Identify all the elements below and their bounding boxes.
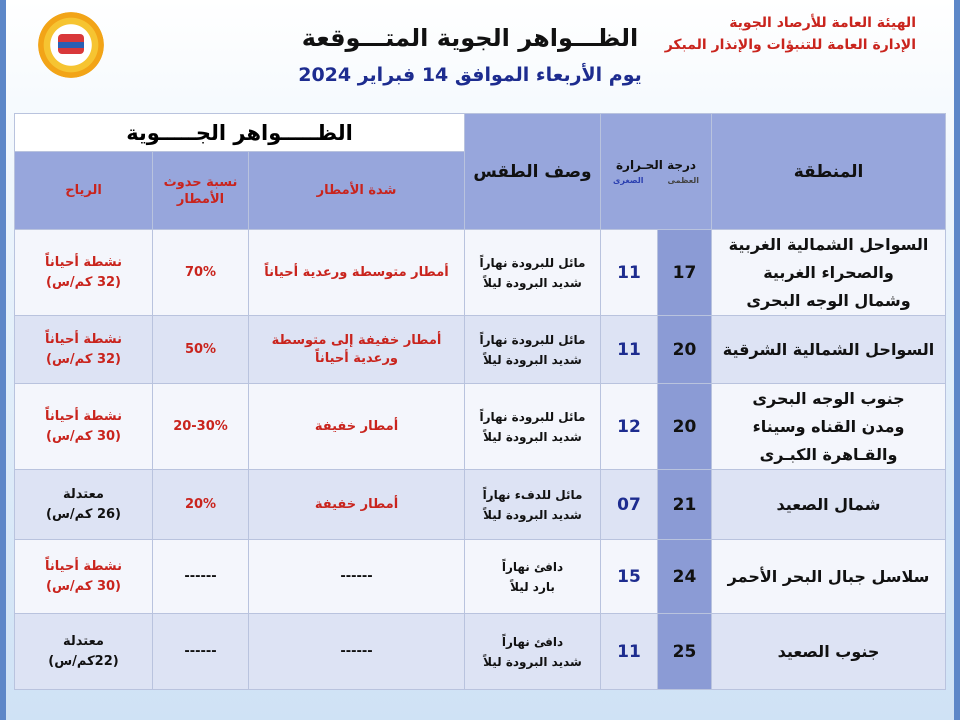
intensity-line: ------	[340, 643, 373, 659]
table-row	[15, 230, 946, 316]
intensity-cell	[249, 230, 465, 316]
wind-cell	[15, 470, 153, 540]
region-line: السواحل الشمالية الشرقية	[722, 339, 935, 359]
wind-line: معتدلة	[63, 486, 104, 502]
region-cell	[712, 316, 946, 384]
intensity-line: ------	[340, 568, 373, 584]
table-row	[15, 470, 946, 540]
weather-line: مائل للبرودة نهاراً	[479, 255, 586, 270]
organization-line-1: الهيئة العامة للأرصاد الجوية	[729, 15, 916, 31]
region-cell	[712, 230, 946, 316]
region-line: والقـاهرة الكبـرى	[759, 444, 898, 464]
temp-max-cell: 20	[658, 384, 712, 470]
wind-cell	[15, 614, 153, 690]
wind-line: نشطة أحياناً	[45, 558, 122, 574]
weather-line: بارد ليلاً	[510, 579, 555, 594]
weather-line: شديد البرودة ليلاً	[483, 352, 582, 367]
intensity-line: ورعدية أحياناً	[314, 350, 399, 366]
weather-cell	[465, 470, 601, 540]
header-wind: الرياح	[15, 152, 153, 230]
wind-line: (22كم/س)	[48, 653, 119, 669]
temp-min-cell: 12	[601, 384, 658, 470]
probability-cell: 50%	[153, 316, 249, 384]
header-temp-max: العظمى	[667, 176, 700, 185]
header-region: المنطقة	[712, 114, 946, 230]
region-cell	[712, 614, 946, 690]
region-line: وشمال الوجه البحرى	[746, 290, 911, 310]
intensity-cell	[249, 384, 465, 470]
probability-cell: 20-30%	[153, 384, 249, 470]
weather-line: مائل للبرودة نهاراً	[479, 409, 586, 424]
intensity-cell	[249, 540, 465, 614]
region-line: السواحل الشمالية الغربية	[728, 234, 929, 254]
table-row	[15, 540, 946, 614]
intensity-line: أمطار متوسطة ورعدية أحياناً	[264, 264, 449, 280]
header-intensity: شدة الأمطار	[249, 152, 465, 230]
wind-cell	[15, 384, 153, 470]
forecast-date: يوم الأربعاء الموافق 14 فبراير 2024	[298, 64, 642, 86]
region-cell	[712, 540, 946, 614]
wind-line: (32 كم/س)	[46, 351, 121, 367]
ema-logo	[38, 12, 104, 78]
temp-max-cell: 25	[658, 614, 712, 690]
intensity-line: أمطار خفيفة إلى متوسطة	[271, 332, 442, 348]
temp-min-cell: 11	[601, 614, 658, 690]
wind-cell	[15, 540, 153, 614]
temp-max-cell: 21	[658, 470, 712, 540]
organization-line-2: الإدارة العامة للتنبؤات والإنذار المبكر	[664, 37, 916, 53]
temp-min-cell: 15	[601, 540, 658, 614]
region-line: جنوب الصعيد	[777, 641, 880, 661]
table-row	[15, 614, 946, 690]
region-line: سلاسل جبال البحر الأحمر	[727, 566, 930, 586]
weather-line: مائل للدفء نهاراً	[482, 487, 583, 502]
weather-line: دافئ نهاراً	[501, 559, 564, 574]
weather-line: شديد البرودة ليلاً	[483, 654, 582, 669]
weather-cell	[465, 384, 601, 470]
weather-line: مائل للبرودة نهاراً	[479, 332, 586, 347]
forecast-rows	[15, 230, 946, 690]
temp-min-cell: 11	[601, 230, 658, 316]
temp-min-cell: 07	[601, 470, 658, 540]
region-line: شمال الصعيد	[776, 494, 881, 514]
wind-line: نشطة أحياناً	[45, 254, 122, 270]
probability-cell: 20%	[153, 470, 249, 540]
weather-cell	[465, 230, 601, 316]
weather-cell	[465, 316, 601, 384]
region-line: جنوب الوجه البحرى	[752, 388, 905, 408]
intensity-line: أمطار خفيفة	[314, 418, 399, 434]
organization-block	[665, 12, 916, 56]
page-title: الظـــواهر الجوية المتـــوقعة	[301, 24, 639, 52]
header-temp-min: الصغرى	[613, 176, 644, 185]
header-phenomena: الظـــــواهر الجـــــوية	[15, 114, 465, 152]
wind-line: (26 كم/س)	[46, 506, 121, 522]
intensity-cell	[249, 614, 465, 690]
temp-min-cell: 11	[601, 316, 658, 384]
wind-line: نشطة أحياناً	[45, 408, 122, 424]
table-row	[15, 316, 946, 384]
wind-line: (30 كم/س)	[46, 578, 121, 594]
temp-max-cell: 17	[658, 230, 712, 316]
wind-line: (32 كم/س)	[46, 274, 121, 290]
intensity-cell	[249, 470, 465, 540]
region-line: والصحراء الغربية	[763, 262, 894, 282]
weather-line: شديد البرودة ليلاً	[483, 275, 582, 290]
region-cell	[712, 384, 946, 470]
header-temperature	[601, 114, 712, 230]
region-cell	[712, 470, 946, 540]
weather-line: شديد البرودة ليلاً	[483, 507, 582, 522]
weather-cell	[465, 614, 601, 690]
header-temperature-sub	[601, 176, 711, 185]
wind-cell	[15, 316, 153, 384]
probability-cell: ------	[153, 614, 249, 690]
intensity-cell	[249, 316, 465, 384]
temp-max-cell: 24	[658, 540, 712, 614]
wind-cell	[15, 230, 153, 316]
weather-cell	[465, 540, 601, 614]
intensity-line: أمطار خفيفة	[314, 496, 399, 512]
region-line: ومدن القناه وسيناء	[752, 416, 905, 436]
header-temperature-label: درجة الحـرارة	[615, 158, 697, 172]
header-weather: وصف الطقس	[465, 114, 601, 230]
table-row	[15, 384, 946, 470]
logo-band	[58, 42, 84, 48]
wind-line: معتدلة	[63, 633, 104, 649]
weather-line: شديد البرودة ليلاً	[483, 429, 582, 444]
probability-cell: ------	[153, 540, 249, 614]
wind-line: نشطة أحياناً	[45, 331, 122, 347]
header-probability: نسبة حدوث الأمطار	[153, 152, 249, 230]
forecast-table	[14, 113, 946, 690]
probability-cell: 70%	[153, 230, 249, 316]
wind-line: (30 كم/س)	[46, 428, 121, 444]
weather-line: دافئ نهاراً	[501, 634, 564, 649]
temp-max-cell: 20	[658, 316, 712, 384]
